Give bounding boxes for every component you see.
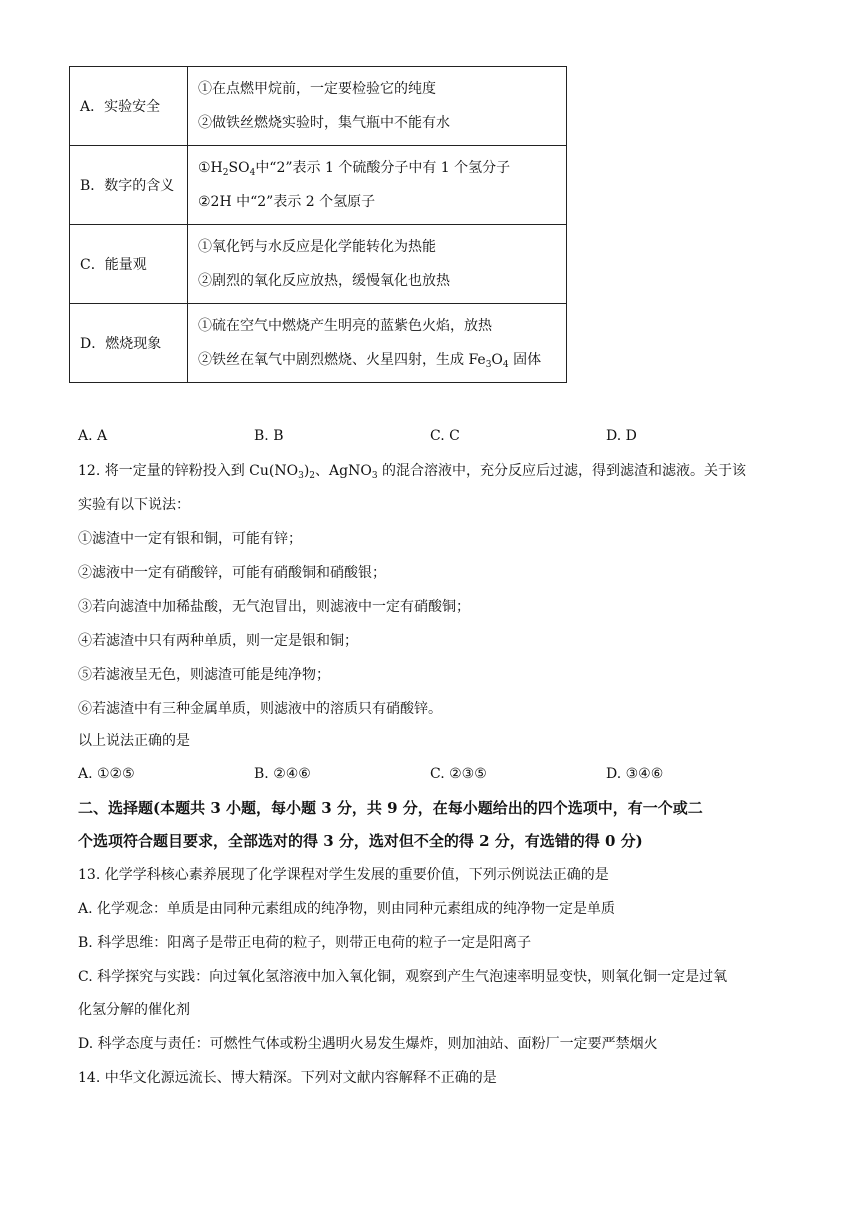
section-heading: 二、选择题(本题共 3 小题，每小题 3 分，共 9 分，在每小题给出的四个选项中，有一个或二: [78, 799, 703, 817]
options-table: [69, 66, 567, 383]
q11-choice-d[interactable]: D. D: [606, 428, 637, 444]
q12-statement: ④若滤渣中只有两种单质，则一定是银和铜；: [78, 633, 358, 649]
formula-fe3o4: $Fe_3O_4$ 固体: [468, 352, 542, 370]
q13-option-c[interactable]: C. 科学探究与实践：向过氧化氢溶液中加入氧化铜，观察到产生气泡速率明显变快，则氧化铜一定是过氧: [78, 969, 728, 985]
row-item: ①硫在空气中燃烧产生明亮的蓝紫色火焰，放热: [198, 318, 492, 334]
section-heading-line2: 个选项符合题目要求，全部选对的得 3 分，选对但不全的得 2 分，有选错的得 0 分): [78, 832, 643, 850]
q12-statement: ②滤液中一定有硝酸锌，可能有硝酸铜和硝酸银；: [78, 565, 386, 581]
q13-option-a[interactable]: A. 化学观念：单质是由同种元素组成的纯净物，则由同种元素组成的纯净物一定是单质: [78, 901, 616, 917]
q12-statement: ⑥若滤渣中有三种金属单质，则滤液中的溶质只有硝酸锌。: [78, 701, 442, 717]
q12-statement: ③若向滤渣中加稀盐酸，无气泡冒出，则滤液中一定有硝酸铜；: [78, 599, 470, 615]
q12-choice-b[interactable]: B. ②④⑥: [254, 766, 311, 782]
q12-choice-a[interactable]: A. ①②⑤: [78, 766, 135, 782]
row-content: [188, 304, 567, 383]
row-item: ②做铁丝燃烧实验时，集气瓶中不能有水: [198, 115, 450, 131]
row-content: [188, 67, 567, 146]
row-item: ②铁丝在氧气中剧烈燃烧、火星四射，生成 $Fe_3O_4$ 固体: [198, 352, 542, 370]
q12-statement: ①滤渣中一定有银和铜，可能有锌；: [78, 531, 302, 547]
table-row: [70, 304, 567, 383]
row-item: ①氧化钙与水反应是化学能转化为热能: [198, 239, 436, 255]
table-row: [70, 67, 567, 146]
row-label: D．燃烧现象: [70, 304, 188, 383]
q12-stem-line2: 实验有以下说法：: [78, 497, 190, 513]
q12-choice-d[interactable]: D. ③④⑥: [606, 766, 664, 782]
q12-statement: ⑤若滤液呈无色，则滤渣可能是纯净物；: [78, 667, 330, 683]
q13-option-b[interactable]: B. 科学思维：阳离子是带正电荷的粒子，则带正电荷的粒子一定是阳离子: [78, 935, 532, 951]
q13-option-c-cont: 化氢分解的催化剂: [78, 1002, 190, 1018]
row-item: $①H_2SO_4$中“2”表示 1 个硫酸分子中有 1 个氢分子: [198, 160, 511, 178]
q12-choice-c[interactable]: C. ②③⑤: [430, 766, 487, 782]
table-row: [70, 146, 567, 225]
row-item: ①在点燃甲烷前，一定要检验它的纯度: [198, 81, 436, 97]
row-item: ②2H 中“2”表示 2 个氢原子: [198, 194, 376, 210]
table-row: [70, 225, 567, 304]
q12-prompt: 以上说法正确的是: [78, 733, 190, 749]
q11-choice-b[interactable]: B. B: [254, 428, 284, 444]
row-label: B．数字的含义: [70, 146, 188, 225]
q13-option-d[interactable]: D. 科学态度与责任：可燃性气体或粉尘遇明火易发生爆炸，则加油站、面粉厂一定要严禁烟火: [78, 1036, 658, 1052]
q12-stem: 12. 将一定量的锌粉投入到 $Cu(NO_3)_2$、AgNO$_3$ 的混合溶液中，充分反应后过滤，得到滤渣和滤液。关于该: [78, 463, 747, 481]
row-label: A．实验安全: [70, 67, 188, 146]
q11-choice-a[interactable]: A. A: [78, 428, 108, 444]
q11-choice-c[interactable]: C. C: [430, 428, 460, 444]
formula-h2so4: $①H_2SO_4$: [198, 160, 256, 178]
row-label: C．能量观: [70, 225, 188, 304]
row-content: [188, 146, 567, 225]
q13-stem: 13. 化学学科核心素养展现了化学课程对学生发展的重要价值，下列示例说法正确的是: [78, 867, 609, 883]
row-item: ②剧烈的氧化反应放热，缓慢氧化也放热: [198, 273, 450, 289]
q14-stem: 14. 中华文化源远流长、博大精深。下列对文献内容解释不正确的是: [78, 1070, 497, 1086]
row-content: [188, 225, 567, 304]
